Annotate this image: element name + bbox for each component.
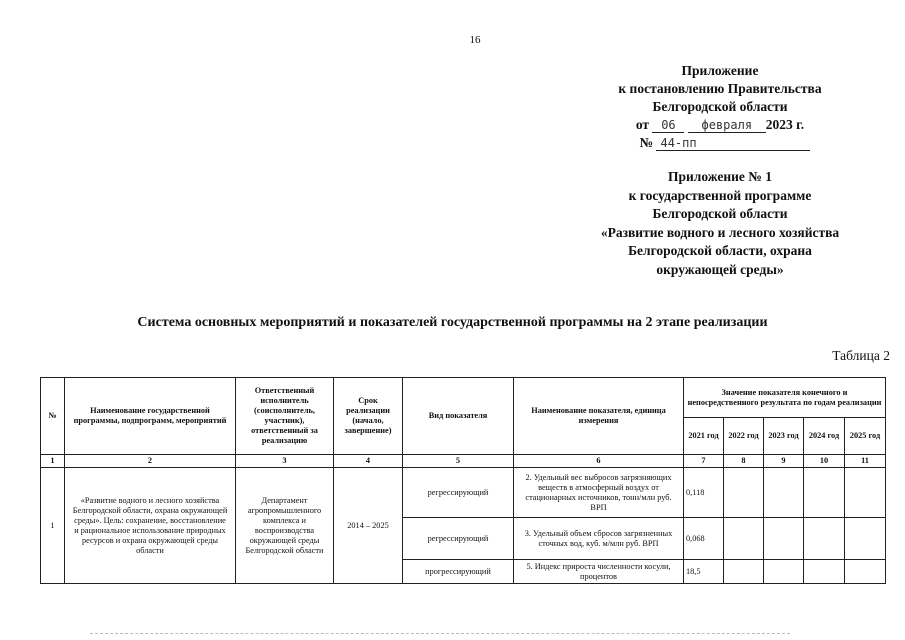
date-year: 2023 г.: [765, 117, 805, 132]
annex-number-line: [540, 134, 900, 152]
indicator-value-2024: [804, 560, 845, 584]
annex-title: Приложение: [681, 63, 759, 78]
row-executor: Департамент агропромышленного комплекса и воспроизводства окружающей среды Белгородской области: [236, 468, 334, 584]
indicator-value-2022: [724, 518, 764, 560]
header-year-2025: 2025 год: [845, 418, 886, 455]
decree-annex-block: [540, 62, 900, 152]
indicators-table: [40, 377, 886, 584]
indicator-value-2022: [724, 560, 764, 584]
annex-line-2: к постановлению Правительства: [618, 81, 822, 96]
column-number: 8: [724, 455, 764, 468]
indicator-value-2025: [845, 518, 886, 560]
header-num: №: [41, 378, 65, 455]
page-number: 16: [469, 34, 481, 46]
column-number: 6: [514, 455, 684, 468]
header-year-2024: 2024 год: [804, 418, 845, 455]
indicator-name: 2. Удельный вес выбросов загрязняющих веществ в атмосферный воздух от стационарных источников, тонн/млн руб. ВРП: [514, 468, 684, 518]
row-program-name: «Развитие водного и лесного хозяйства Белгородской области, охрана окружающей среды». Цель: сохранение, восстановление и рациональное использование природных ресурсов и охрана окружающей среды области: [65, 468, 236, 584]
header-year-2021: 2021 год: [684, 418, 724, 455]
column-number: 3: [236, 455, 334, 468]
column-number: 2: [65, 455, 236, 468]
date-prefix: от: [635, 117, 650, 132]
program-annex-block: [540, 168, 900, 279]
column-number: 5: [403, 455, 514, 468]
row-num: 1: [41, 468, 65, 584]
number-prefix: №: [639, 135, 654, 150]
date-month: февраля: [688, 119, 766, 133]
document-heading: Система основных мероприятий и показателей государственной программы на 2 этапе реализации: [137, 315, 768, 330]
column-number: 1: [41, 455, 65, 468]
program-annex-line-1: Приложение № 1: [668, 169, 772, 184]
header-name: Наименование государственной программы, подпрограмм, мероприятий: [65, 378, 236, 455]
program-annex-line-6: окружающей среды»: [656, 261, 784, 277]
indicator-name: 5. Индекс прироста численности косули, процентов: [514, 560, 684, 584]
indicator-value-2022: [724, 468, 764, 518]
program-annex-line-5: Белгородской области, охрана: [628, 243, 812, 258]
header-year-2022: 2022 год: [724, 418, 764, 455]
indicator-value-2021: 18,5: [684, 560, 724, 584]
number-value: 44-пп: [656, 137, 810, 151]
indicator-name: 3. Удельный объем сбросов загрязненных сточных вод, куб. м/млн руб. ВРП: [514, 518, 684, 560]
indicator-value-2023: [764, 518, 804, 560]
program-annex-line-4: «Развитие водного и лесного хозяйства: [600, 224, 840, 240]
indicator-value-2023: [764, 468, 804, 518]
header-values-group: Значение показателя конечного и непосредственного результата по годам реализации: [684, 378, 886, 418]
indicator-type: прогрессирующий: [403, 560, 514, 584]
indicator-value-2024: [804, 518, 845, 560]
program-annex-line-3: Белгородской области: [652, 206, 788, 221]
table-label: Таблица 2: [832, 348, 890, 363]
indicator-value-2021: 0,068: [684, 518, 724, 560]
column-number: 7: [684, 455, 724, 468]
indicator-value-2023: [764, 560, 804, 584]
column-number: 4: [334, 455, 403, 468]
annex-line-3: Белгородской области: [652, 99, 788, 114]
indicator-value-2025: [845, 560, 886, 584]
table-row: [41, 468, 886, 518]
column-number: 11: [845, 455, 886, 468]
header-indicator-name: Наименование показателя, единица измерения: [514, 378, 684, 455]
header-year-2023: 2023 год: [764, 418, 804, 455]
column-numbers-row: [41, 455, 886, 468]
date-day: 06: [652, 119, 684, 133]
indicator-value-2025: [845, 468, 886, 518]
program-annex-line-2: к государственной программе: [628, 187, 812, 203]
column-number: 9: [764, 455, 804, 468]
annex-date-line: [540, 116, 900, 134]
header-indicator-type: Вид показателя: [403, 378, 514, 455]
header-term: Срок реализации (начало, завершение): [334, 378, 403, 455]
row-term: 2014 – 2025: [334, 468, 403, 584]
indicator-value-2021: 0,118: [684, 468, 724, 518]
column-number: 10: [804, 455, 845, 468]
indicator-value-2024: [804, 468, 845, 518]
indicator-type: регрессирующий: [403, 518, 514, 560]
indicator-type: регрессирующий: [403, 468, 514, 518]
page-bottom-edge: [90, 633, 790, 635]
header-executor: Ответственный исполнитель (соисполнитель, участник), ответственный за реализацию: [236, 378, 334, 455]
